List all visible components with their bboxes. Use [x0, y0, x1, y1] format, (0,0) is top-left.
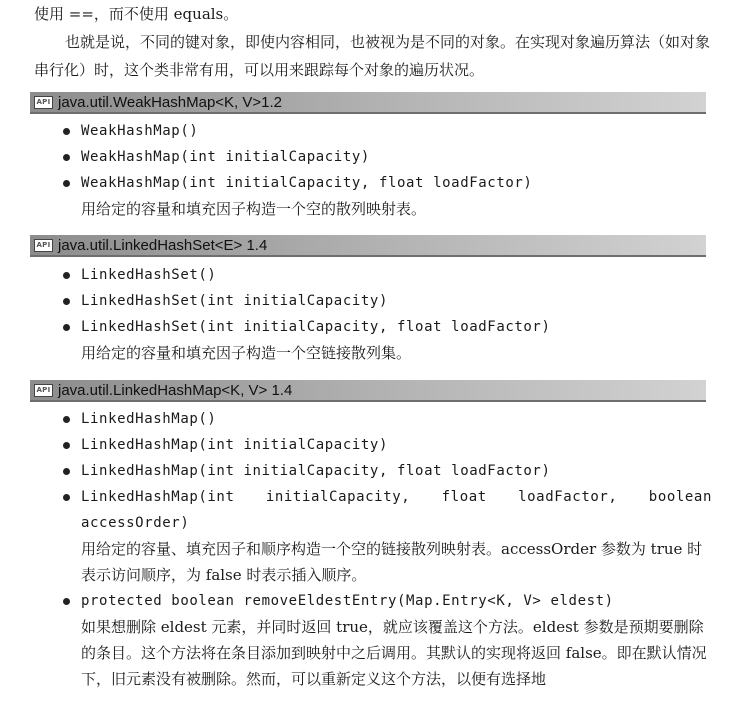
- api-title: java.util.WeakHashMap<K, V>1.2: [58, 93, 283, 111]
- list-item: [62, 118, 712, 144]
- bullet-icon: [63, 494, 70, 501]
- bullet-icon: [63, 598, 70, 605]
- list-item: [62, 458, 712, 484]
- list-item: [62, 588, 712, 692]
- method-signature: WeakHashMap(): [81, 123, 199, 139]
- method-signature-continued: accessOrder): [81, 515, 190, 531]
- bullet-icon: [63, 324, 70, 331]
- bullet-icon: [63, 128, 70, 135]
- method-signature: LinkedHashSet(): [81, 267, 217, 283]
- bullet-icon: [63, 298, 70, 305]
- method-signature: LinkedHashMap(int initialCapacity, float loadFactor, boolean: [81, 489, 712, 505]
- api-header-linkedhashmap: [30, 380, 706, 402]
- intro-paragraph: 也就是说，不同的键对象，即使内容相同，也被视为是不同的对象。在实现对象遍历算法（如对象串行化）时，这个类非常有用，可以用来跟踪每个对象的遍历状况。: [34, 33, 711, 79]
- method-list-linkedhashmap: [62, 406, 712, 692]
- method-description: 用给定的容量和填充因子构造一个空的散列映射表。: [81, 200, 427, 218]
- api-icon: API: [34, 239, 53, 252]
- list-item: [62, 406, 712, 432]
- method-list-linkedhashset: [62, 262, 712, 366]
- bullet-icon: [63, 468, 70, 475]
- method-signature: WeakHashMap(int initialCapacity): [81, 149, 370, 165]
- api-header-linkedhashset: [30, 235, 706, 257]
- list-item: [62, 170, 712, 222]
- api-title: java.util.LinkedHashMap<K, V> 1.4: [58, 381, 293, 399]
- bullet-icon: [63, 154, 70, 161]
- method-signature: LinkedHashSet(int initialCapacity): [81, 293, 388, 309]
- method-signature: LinkedHashMap(int initialCapacity): [81, 437, 388, 453]
- list-item: [62, 288, 712, 314]
- method-signature: LinkedHashSet(int initialCapacity, float loadFactor): [81, 319, 551, 335]
- intro-line: 使用 ==，而不使用 equals。: [34, 5, 239, 23]
- method-description: 如果想删除 eldest 元素，并同时返回 true，就应该覆盖这个方法。eldest 参数是预期要删除的条目。这个方法将在条目添加到映射中之后调用。其默认的实现将返回 false。即在默认情况下，旧元素没有被删除。然而，可以重新定义这个方法，以便有选择地: [81, 618, 707, 688]
- bullet-icon: [63, 272, 70, 279]
- bullet-icon: [63, 180, 70, 187]
- method-list-weakhashmap: [62, 118, 712, 222]
- method-signature: LinkedHashMap(int initialCapacity, float loadFactor): [81, 463, 551, 479]
- list-item: [62, 432, 712, 458]
- api-title: java.util.LinkedHashSet<E> 1.4: [58, 236, 268, 254]
- list-item: [62, 262, 712, 288]
- method-description: 用给定的容量、填充因子和顺序构造一个空的链接散列映射表。accessOrder 参数为 true 时表示访问顺序，为 false 时表示插入顺序。: [81, 540, 703, 584]
- api-header-weakhashmap: [30, 92, 706, 114]
- list-item: [62, 484, 712, 588]
- list-item: [62, 144, 712, 170]
- api-icon: API: [34, 384, 53, 397]
- bullet-icon: [63, 416, 70, 423]
- method-description: 用给定的容量和填充因子构造一个空链接散列集。: [81, 344, 412, 362]
- method-signature: protected boolean removeEldestEntry(Map.Entry<K, V> eldest): [81, 593, 614, 609]
- list-item: [62, 314, 712, 366]
- api-icon: API: [34, 96, 53, 109]
- bullet-icon: [63, 442, 70, 449]
- method-signature: WeakHashMap(int initialCapacity, float loadFactor): [81, 175, 533, 191]
- method-signature: LinkedHashMap(): [81, 411, 217, 427]
